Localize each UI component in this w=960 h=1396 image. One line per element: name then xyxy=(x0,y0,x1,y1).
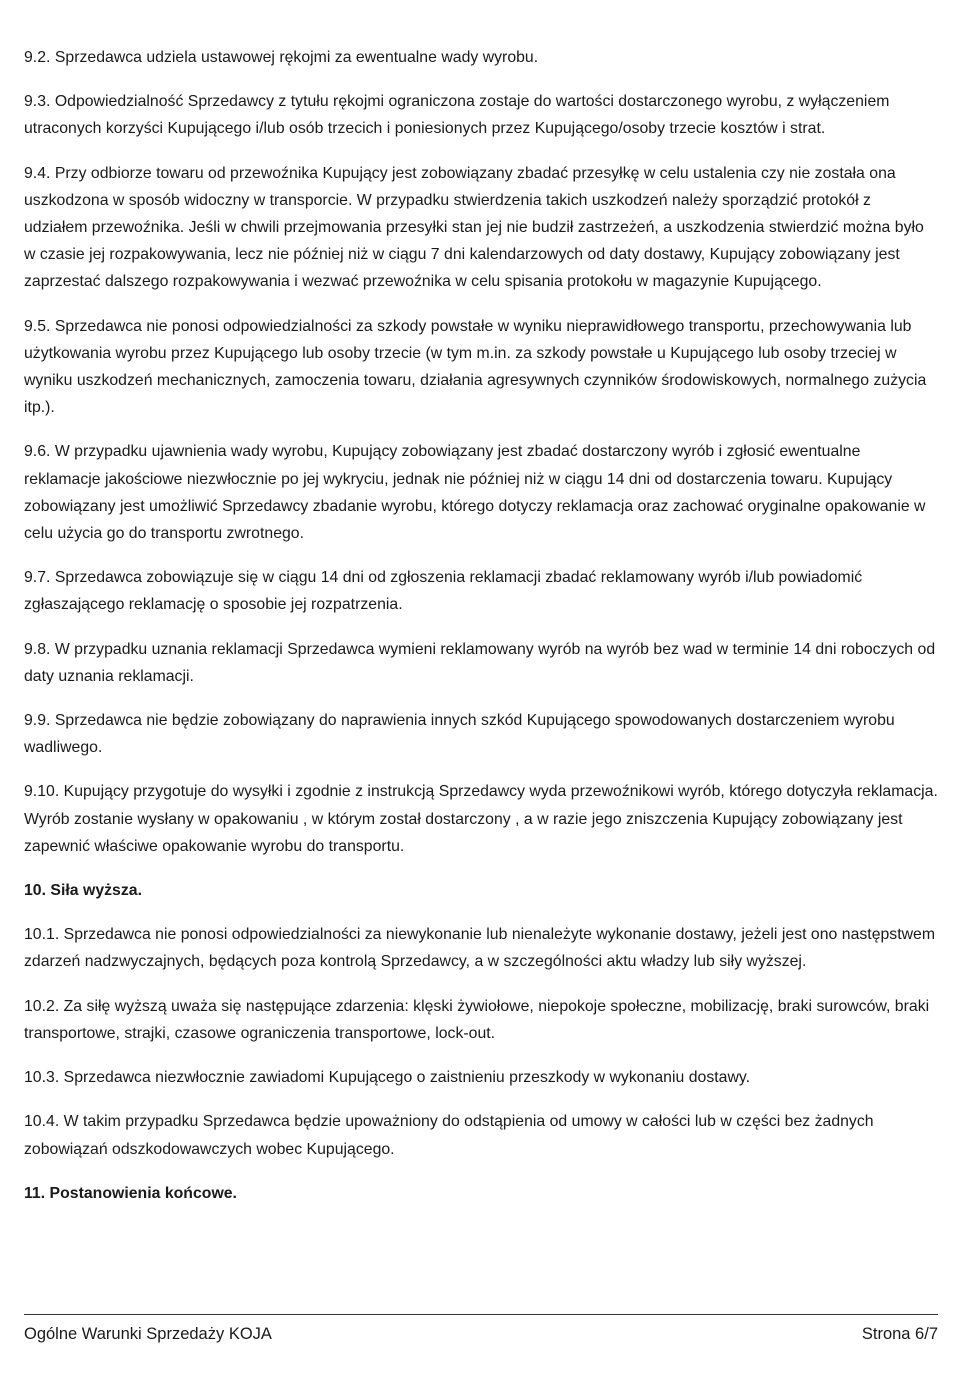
footer-divider xyxy=(24,1314,938,1315)
clause-9-5: 9.5. Sprzedawca nie ponosi odpowiedzialności za szkody powstałe w wyniku nieprawidłowego transportu, przechowywania lub użytkowania wyrobu przez Kupującego lub osoby trzecie (w tym m.in. za szkody powstałe u Kupującego lub osoby trzeciej w wyniku uszkodzeń mechanicznych, zamoczenia towaru, działania agresywnych czynników środowiskowych, normalnego zużycia itp.). xyxy=(24,317,927,417)
clause-10-2: 10.2. Za siłę wyższą uważa się następujące zdarzenia: klęski żywiołowe, niepokoje społeczne, mobilizację, braki surowców, braki transportowe, strajki, czasowe ograniczenia transportowe, lock-out. xyxy=(24,997,930,1042)
footer-page-number: Strona 6/7 xyxy=(861,1325,938,1343)
page-footer xyxy=(24,1322,938,1346)
clause-9-4: 9.4. Przy odbiorze towaru od przewoźnika Kupujący jest zobowiązany zbadać przesyłkę w celu ustalenia czy nie została ona uszkodzona w sposób widoczny w transporcie. W przypadku stwierdzenia takich uszkodzeń należy sporządzić protokół z udziałem przewoźnika. Jeśli w chwili przejmowania przesyłki stan jej nie budził zastrzeżeń, a uszkodzenia stwierdzić można było w czasie jej rozpakowywania, lecz nie później niż w ciągu 7 dni kalendarzowych od daty dostawy, Kupujący zobowiązany jest zaprzestać dalszego rozpakowywania i wezwać przewoźnika w celu spisania protokołu w magazynie Kupującego. xyxy=(24,164,924,291)
footer-document-title: Ogólne Warunki Sprzedaży KOJA xyxy=(24,1325,272,1343)
clause-10-3: 10.3. Sprzedawca niezwłocznie zawiadomi Kupującego o zaistnieniu przeszkody w wykonaniu dostawy. xyxy=(24,1069,751,1087)
clause-9-8: 9.8. W przypadku uznania reklamacji Sprzedawca wymieni reklamowany wyrób na wyrób bez wad w terminie 14 dni roboczych od daty uznania reklamacji. xyxy=(24,640,936,685)
clause-9-10: 9.10. Kupujący przygotuje do wysyłki i zgodnie z instrukcją Sprzedawcy wyda przewoźnikowi wyrób, którego dotyczyła reklamacja. Wyrób zostanie wysłany w opakowaniu , w którym został dostarczony , a w razie jego zniszczenia Kupujący zobowiązany jest zapewnić właściwe opakowanie wyrobu do transportu. xyxy=(24,783,938,855)
clause-10-1: 10.1. Sprzedawca nie ponosi odpowiedzialności za niewykonanie lub nienależyte wykonanie dostawy, jeżeli jest ono następstwem zdarzeń nadzwyczajnych, będących poza kontrolą Sprzedawcy, a w szczególności aktu władzy lub siły wyższej. xyxy=(24,926,936,971)
section-heading-11: 11. Postanowienia końcowe. xyxy=(24,1184,237,1202)
clause-9-6: 9.6. W przypadku ujawnienia wady wyrobu, Kupujący zobowiązany jest zbadać dostarczony wyrób i zgłosić ewentualne reklamacje jakościowe niezwłocznie po jej wykryciu, jednak nie później niż w ciągu 14 dni od dostarczenia towaru. Kupujący zobowiązany jest umożliwić Sprzedawcy zbadanie wyrobu, którego dotyczy reklamacja oraz zachować oryginalne opakowanie w celu użycia go do transportu zwrotnego. xyxy=(24,443,926,543)
document-body xyxy=(24,44,938,1224)
clause-10-4: 10.4. W takim przypadku Sprzedawca będzie upoważniony do odstąpienia od umowy w całości lub w części bez żadnych zobowiązań odszkodowawczych wobec Kupującego. xyxy=(24,1113,874,1158)
clause-9-3: 9.3. Odpowiedzialność Sprzedawcy z tytułu rękojmi ograniczona zostaje do wartości dostarczonego wyrobu, z wyłączeniem utraconych korzyści Kupującego i/lub osób trzecich i poniesionych przez Kupującego/osoby trzecie kosztów i strat. xyxy=(24,93,890,138)
clause-9-7: 9.7. Sprzedawca zobowiązuje się w ciągu 14 dni od zgłoszenia reklamacji zbadać reklamowany wyrób i/lub powiadomić zgłaszającego reklamację o sposobie jej rozpatrzenia. xyxy=(24,569,863,614)
section-heading-10: 10. Siła wyższa. xyxy=(24,882,142,900)
clause-9-9: 9.9. Sprzedawca nie będzie zobowiązany do naprawienia innych szkód Kupującego spowodowanych dostarczeniem wyrobu wadliwego. xyxy=(24,712,895,757)
clause-9-2: 9.2. Sprzedawca udziela ustawowej rękojmi za ewentualne wady wyrobu. xyxy=(24,49,539,66)
